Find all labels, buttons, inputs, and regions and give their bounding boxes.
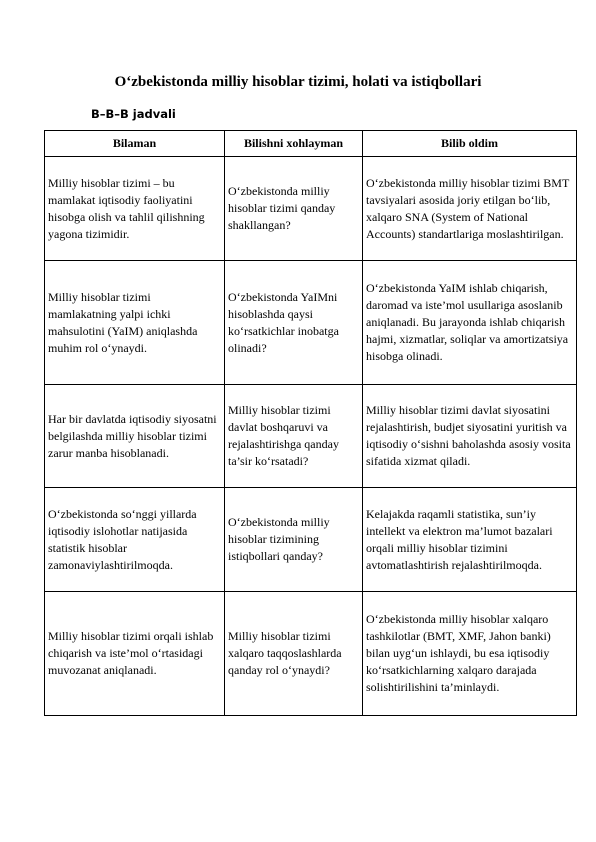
- header-bilishni-xohlayman: Bilishni xohlayman: [225, 131, 363, 157]
- cell-bilaman: Milliy hisoblar tizimi mamlakatning yalpi ichki mahsulotini (YaIM) aniqlashda muhim rol o‘ynaydi.: [45, 261, 225, 385]
- header-bilib-oldim: Bilib oldim: [363, 131, 577, 157]
- cell-bilaman: O‘zbekistonda so‘nggi yillarda iqtisodiy islohotlar natijasida statistik hisoblar zamonaviylashtirilmoqda.: [45, 488, 225, 592]
- table-header-row: [45, 131, 577, 157]
- table-row: [45, 488, 577, 592]
- bbb-table: [44, 130, 577, 716]
- cell-bilib-oldim: Milliy hisoblar tizimi davlat siyosatini rejalashtirish, budjet siyosatini yuritish va iqtisodiy o‘sishni baholashda asosiy vosita sifatida xizmat qiladi.: [363, 385, 577, 488]
- table-row: [45, 385, 577, 488]
- cell-bilaman: Milliy hisoblar tizimi orqali ishlab chiqarish va iste’mol o‘rtasidagi muvozanat aniqlanadi.: [45, 592, 225, 716]
- cell-bilib-oldim: O‘zbekistonda milliy hisoblar tizimi BMT tavsiyalari asosida joriy etilgan bo‘lib, xalqaro SNA (System of National Accounts) standartlariga moslashtirilgan.: [363, 157, 577, 261]
- header-bilaman: Bilaman: [45, 131, 225, 157]
- cell-bilishni-xohlayman: Milliy hisoblar tizimi xalqaro taqqoslashlarda qanday rol o‘ynaydi?: [225, 592, 363, 716]
- cell-bilishni-xohlayman: O‘zbekistonda YaIMni hisoblashda qaysi ko‘rsatkichlar inobatga olinadi?: [225, 261, 363, 385]
- cell-bilaman: Milliy hisoblar tizimi – bu mamlakat iqtisodiy faoliyatini hisobga olish va tahlil qilishning yagona tizimidir.: [45, 157, 225, 261]
- table-row: [45, 157, 577, 261]
- cell-bilishni-xohlayman: O‘zbekistonda milliy hisoblar tizimi qanday shakllangan?: [225, 157, 363, 261]
- cell-bilib-oldim: O‘zbekistonda YaIM ishlab chiqarish, daromad va iste’mol usullariga asoslanib aniqlanadi. Bu jarayonda ishlab chiqarish hajmi, xizmatlar, soliqlar va amortizatsiya hisobga olinadi.: [363, 261, 577, 385]
- cell-bilaman: Har bir davlatda iqtisodiy siyosatni belgilashda milliy hisoblar tizimi zarur manba hisoblanadi.: [45, 385, 225, 488]
- table-label: B–B–B jadvali: [91, 107, 176, 121]
- cell-bilib-oldim: O‘zbekistonda milliy hisoblar xalqaro tashkilotlar (BMT, XMF, Jahon banki) bilan uyg‘un ishlaydi, bu esa iqtisodiy ko‘rsatkichlarning xalqaro darajada solishtirilishini ta’minlaydi.: [363, 592, 577, 716]
- cell-bilishni-xohlayman: O‘zbekistonda milliy hisoblar tizimining istiqbollari qanday?: [225, 488, 363, 592]
- cell-bilib-oldim: Kelajakda raqamli statistika, sun’iy intellekt va elektron ma’lumot bazalari orqali milliy hisoblar tizimini avtomatlashtirish rejalashtirilmoqda.: [363, 488, 577, 592]
- cell-bilishni-xohlayman: Milliy hisoblar tizimi davlat boshqaruvi va rejalashtirishga qanday ta’sir ko‘rsatadi?: [225, 385, 363, 488]
- table-row: [45, 261, 577, 385]
- table-row: [45, 592, 577, 716]
- document-title: O‘zbekistonda milliy hisoblar tizimi, holati va istiqbollari: [114, 74, 482, 90]
